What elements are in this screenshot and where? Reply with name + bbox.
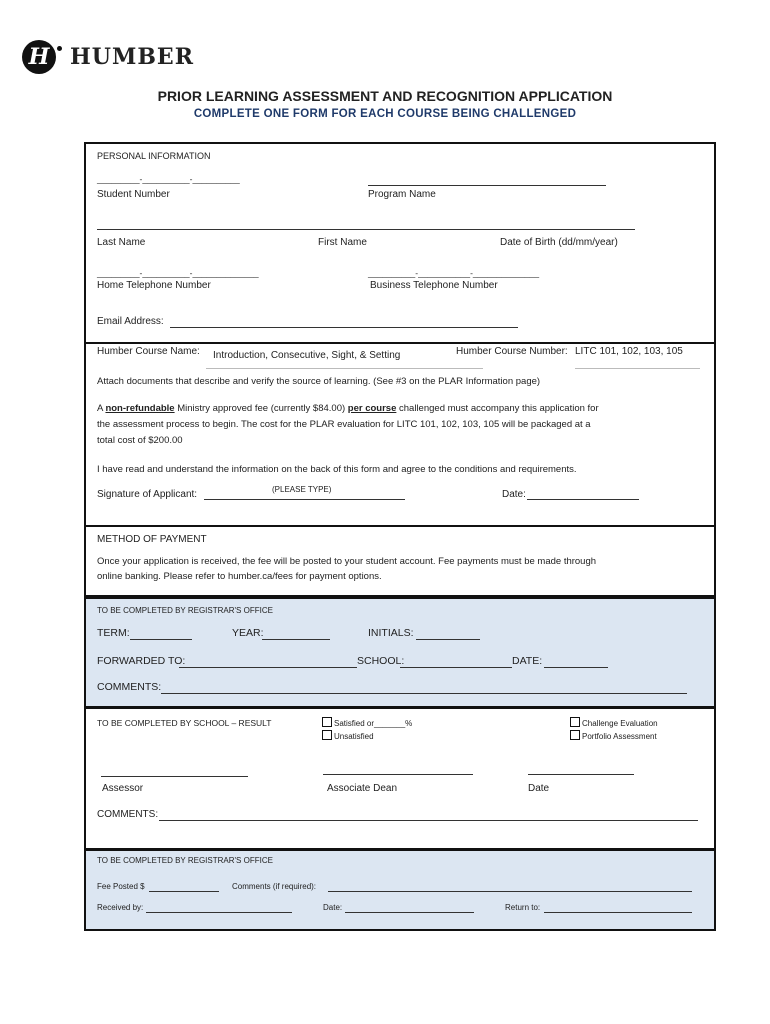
payment-heading: METHOD OF PAYMENT bbox=[97, 534, 207, 545]
year-label: YEAR: bbox=[232, 627, 264, 639]
unsatisfied-label: Unsatisfied bbox=[334, 732, 374, 741]
fee-posted-label: Fee Posted $ bbox=[97, 882, 145, 891]
personal-info-heading: PERSONAL INFORMATION bbox=[97, 151, 211, 161]
dob-label: Date of Birth (dd/mm/year) bbox=[500, 237, 618, 248]
dean-field[interactable] bbox=[323, 774, 473, 775]
personal-information-section bbox=[84, 142, 716, 527]
fee-text-line1 bbox=[97, 403, 599, 414]
course-name-underline bbox=[206, 368, 483, 369]
term-field[interactable] bbox=[130, 639, 192, 640]
registrar-heading: TO BE COMPLETED BY REGISTRAR'S OFFICE bbox=[97, 606, 273, 615]
home-phone-label: Home Telephone Number bbox=[97, 280, 211, 291]
email-label: Email Address: bbox=[97, 316, 164, 327]
return-to-field[interactable] bbox=[544, 912, 692, 913]
school-date-label: Date bbox=[528, 783, 550, 794]
portfolio-label: Portfolio Assessment bbox=[582, 732, 657, 741]
school-comments-field[interactable] bbox=[159, 820, 698, 821]
assessor-label: Assessor bbox=[102, 783, 144, 794]
dean-label: Associate Dean bbox=[327, 783, 398, 794]
logo-text: HUMBER bbox=[70, 44, 194, 70]
school-comments-label: COMMENTS: bbox=[97, 809, 159, 820]
year-field[interactable] bbox=[262, 639, 330, 640]
non-refundable-text: non-refundable bbox=[105, 403, 175, 414]
initials-field[interactable] bbox=[416, 639, 480, 640]
registrar-fee-heading: TO BE COMPLETED BY REGISTRAR'S OFFICE bbox=[97, 856, 273, 865]
school-label: SCHOOL: bbox=[357, 655, 405, 667]
received-by-field[interactable] bbox=[146, 912, 292, 913]
registrar-date-label: DATE: bbox=[512, 655, 543, 667]
unsatisfied-checkbox[interactable] bbox=[322, 730, 332, 740]
agreement-text: I have read and understand the information on the back of this form and agree to the conditions and requirements. bbox=[97, 464, 577, 475]
satisfied-option[interactable] bbox=[322, 717, 412, 728]
fee-ministry: Ministry approved fee (currently $84.00) bbox=[177, 403, 346, 414]
satisfied-label: Satisfied or_______% bbox=[334, 719, 413, 728]
fee-date-field[interactable] bbox=[345, 912, 474, 913]
per-course-text: per course bbox=[347, 403, 397, 414]
section-divider bbox=[86, 342, 714, 344]
term-label: TERM: bbox=[97, 627, 130, 639]
challenge-option[interactable] bbox=[570, 717, 658, 728]
satisfied-checkbox[interactable] bbox=[322, 717, 332, 727]
signature-field[interactable] bbox=[204, 499, 405, 500]
fee-posted-field[interactable] bbox=[149, 891, 219, 892]
payment-section bbox=[84, 525, 716, 597]
challenge-label: Challenge Evaluation bbox=[582, 719, 658, 728]
signature-date-label: Date: bbox=[502, 489, 526, 500]
student-number-field[interactable]: _________-__________-__________ bbox=[97, 174, 240, 184]
fee-text-line3: total cost of $200.00 bbox=[97, 435, 183, 446]
fee-comments-field[interactable] bbox=[328, 891, 692, 892]
forwarded-label: FORWARDED TO: bbox=[97, 655, 186, 667]
portfolio-checkbox[interactable] bbox=[570, 730, 580, 740]
form-subtitle: COMPLETE ONE FORM FOR EACH COURSE BEING CHALLENGED bbox=[193, 108, 577, 120]
fee-challenged: challenged must accompany this application for bbox=[399, 403, 599, 414]
course-number-field[interactable]: LITC 101, 102, 103, 105 bbox=[575, 346, 683, 357]
payment-text-line1: Once your application is received, the fee will be posted to your student account. Fee payments must be made through bbox=[97, 556, 597, 567]
registrar-fee-section bbox=[84, 849, 716, 931]
course-name-field[interactable]: Introduction, Consecutive, Sight, & Setting bbox=[213, 350, 401, 361]
unsatisfied-option[interactable] bbox=[322, 730, 374, 741]
humber-logo-icon: H bbox=[22, 40, 56, 74]
forwarded-field[interactable] bbox=[179, 667, 357, 668]
course-number-underline bbox=[575, 368, 700, 369]
fee-date-label: Date: bbox=[323, 903, 343, 912]
course-name-label: Humber Course Name: bbox=[97, 346, 200, 357]
received-by-label: Received by: bbox=[97, 903, 144, 912]
business-phone-label: Business Telephone Number bbox=[370, 280, 498, 291]
student-number-label: Student Number bbox=[97, 189, 170, 200]
fee-text-line2: the assessment process to begin. The cost for the PLAR evaluation for LITC 101, 102, 103, 105 will be packaged at a bbox=[97, 419, 591, 430]
signature-label: Signature of Applicant: bbox=[97, 489, 198, 500]
payment-text-line2: online banking. Please refer to humber.ca/fees for payment options. bbox=[97, 571, 382, 582]
program-name-label: Program Name bbox=[368, 189, 436, 200]
school-date-field[interactable] bbox=[528, 774, 634, 775]
logo-dot bbox=[57, 46, 62, 51]
school-field[interactable] bbox=[400, 667, 512, 668]
fee-a: A bbox=[97, 403, 103, 414]
registrar-section bbox=[84, 597, 716, 708]
school-heading: TO BE COMPLETED BY SCHOOL – RESULT bbox=[97, 718, 272, 728]
signature-date-field[interactable] bbox=[527, 499, 639, 500]
home-phone-field[interactable]: _________-__________-______________ bbox=[97, 268, 259, 278]
school-result-section bbox=[84, 707, 716, 850]
registrar-comments-label: COMMENTS: bbox=[97, 681, 162, 693]
first-name-label: First Name bbox=[318, 237, 367, 248]
business-phone-field[interactable]: __________-___________-______________ bbox=[368, 268, 540, 278]
assessor-field[interactable] bbox=[101, 776, 248, 777]
signature-hint: (PLEASE TYPE) bbox=[272, 485, 332, 494]
initials-label: INITIALS: bbox=[368, 627, 414, 639]
full-name-field[interactable] bbox=[97, 229, 635, 230]
last-name-label: Last Name bbox=[97, 237, 146, 248]
humber-logo bbox=[22, 40, 194, 74]
fee-comments-label: Comments (if required): bbox=[232, 882, 317, 891]
form-title: PRIOR LEARNING ASSESSMENT AND RECOGNITION APPLICATION bbox=[157, 88, 613, 104]
course-number-label: Humber Course Number: bbox=[456, 346, 568, 357]
challenge-checkbox[interactable] bbox=[570, 717, 580, 727]
portfolio-option[interactable] bbox=[570, 730, 657, 741]
registrar-date-field[interactable] bbox=[544, 667, 608, 668]
return-to-label: Return to: bbox=[505, 903, 541, 912]
program-name-field[interactable] bbox=[368, 185, 606, 186]
attach-documents-text: Attach documents that describe and verify the source of learning. (See #3 on the PLAR Information page) bbox=[97, 376, 541, 387]
registrar-comments-field[interactable] bbox=[161, 693, 687, 694]
email-field[interactable] bbox=[170, 327, 518, 328]
